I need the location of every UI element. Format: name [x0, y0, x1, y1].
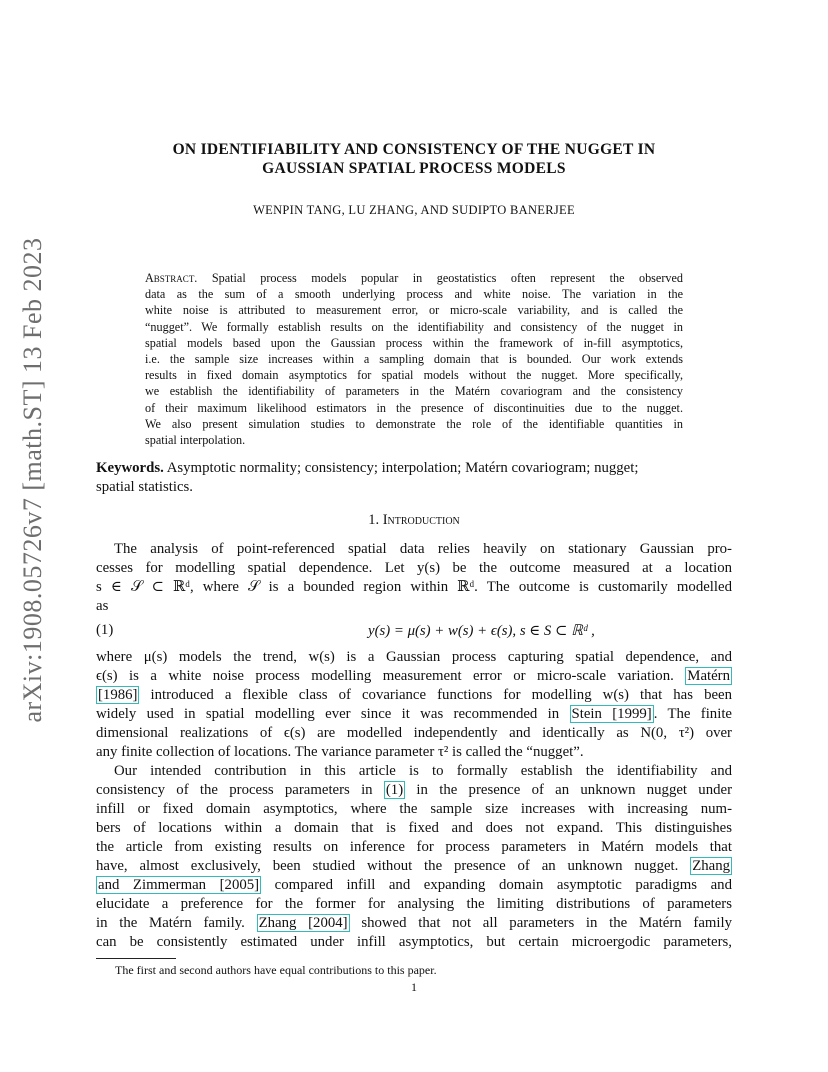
abstract-label: Abstract. [145, 271, 198, 285]
equation-1 [96, 622, 732, 642]
citation-link-stein[interactable]: Stein [1999] [571, 706, 652, 722]
arxiv-stamp [18, 237, 48, 723]
abstract-line: results in fixed domain asymptotics for spatial models without the nugget. More specifically, [145, 368, 683, 383]
equation-ref-link[interactable]: (1) [385, 782, 404, 798]
text-line: Our intended contribution in this article is to formally establish the identifiability and [114, 763, 732, 779]
section-heading: 1. Introduction [368, 512, 460, 528]
paragraph-2 [96, 648, 732, 762]
citation-link-matern-year[interactable]: [1986] [98, 687, 138, 703]
arxiv-stamp-text: arXiv:1908.05726v7 [math.ST] 13 Feb 2023 [18, 237, 47, 723]
abstract-line: i.e. the sample size increases within a sampling domain that is bounded. Our work extends [145, 352, 683, 367]
page-number: 1 [411, 980, 417, 994]
equation-expression: y(s) = μ(s) + w(s) + ϵ(s), s ∈ S ⊂ ℝᵈ , [368, 623, 595, 639]
text-line: as [96, 598, 109, 614]
paper-title [96, 140, 732, 178]
equation-number: (1) [96, 622, 114, 638]
citation-link-matern[interactable]: Matérn [687, 668, 731, 684]
text-line: introduced a flexible class of covariance functions for modelling w(s) that has been [150, 687, 733, 703]
text-line: cesses for modelling spatial dependence. Let y(s) be the outcome measured at a location [96, 560, 732, 576]
abstract-line: data as the sum of a smooth underlying process and white noise. The variation in the [145, 287, 683, 302]
citation-link-zhang-zimmerman[interactable]: Zhang [692, 858, 730, 874]
abstract-line: We also present simulation studies to demonstrate the role of the identifiable quantities in [145, 416, 683, 431]
text-line: any finite collection of locations. The variance parameter τ² is called the “nugget”. [96, 744, 584, 760]
text-line: s ∈ 𝒮 ⊂ ℝᵈ, where 𝒮 is a bounded region within ℝᵈ. The outcome is customarily modelled [96, 579, 732, 595]
text-line: ϵ(s) is a white noise process modelling measurement error or micro-scale variation. [96, 668, 674, 684]
abstract-line: “nugget”. We formally establish results on the identifiability and consistency of the nugget in [145, 319, 683, 334]
abstract-line: Spatial process models popular in geostatistics often represent the observed [211, 271, 683, 285]
title-line-1: ON IDENTIFIABILITY AND CONSISTENCY OF THE NUGGET IN [172, 141, 656, 158]
footnote-rule [96, 958, 176, 959]
keywords [96, 459, 732, 497]
keywords-label: Keywords. [96, 460, 164, 476]
text-line: elucidate a preference for the former for analysing the limiting distributions of parameters [96, 896, 732, 912]
text-line: showed that not all parameters in the Matérn family [361, 915, 733, 931]
abstract [145, 270, 683, 448]
text-line: bers of locations within a domain that is fixed and does not expand. This distinguishes [96, 820, 732, 836]
title-line-2: GAUSSIAN SPATIAL PROCESS MODELS [262, 160, 566, 177]
text-line: where μ(s) models the trend, w(s) is a Gaussian process capturing spatial dependence, and [96, 649, 732, 665]
text-line: dimensional realizations of ϵ(s) are modelled independently and identically as N(0, τ²) over [96, 725, 732, 741]
citation-link-zhang-2004[interactable]: Zhang [2004] [258, 915, 348, 931]
abstract-line: spatial models based upon the Gaussian process within the framework of in-fill asymptotics, [145, 335, 683, 350]
text-line: The analysis of point-referenced spatial data relies heavily on stationary Gaussian pro- [114, 541, 732, 557]
paragraph-3 [96, 762, 732, 952]
footnote: The first and second authors have equal contributions to this paper. [115, 963, 437, 977]
abstract-line: spatial interpolation. [145, 433, 246, 448]
text-line: infill or fixed domain asymptotics, where the sample size increases with increasing num- [96, 801, 732, 817]
text-line: the article from existing results on inference for process parameters in Matérn models that [96, 839, 732, 855]
text-line: . The finite [653, 706, 732, 722]
text-line: in the presence of an unknown nugget under [416, 782, 732, 798]
text-line: widely used in spatial modelling ever since it was recommended in [96, 706, 560, 722]
keywords-line-2: spatial statistics. [96, 479, 193, 495]
text-line: in the Matérn family. [96, 915, 245, 931]
citation-link-zhang-zimmerman-year[interactable]: and Zimmerman [2005] [98, 877, 260, 893]
abstract-line: white noise is attributed to measurement error, or micro-scale variability, and is called the [145, 303, 683, 318]
text-line: have, almost exclusively, been studied without the presence of an unknown nugget. [96, 858, 679, 874]
abstract-line: we establish the identifiability of parameters in the Matérn covariogram and the consistency [145, 384, 683, 399]
text-line: compared infill and expanding domain asymptotic paradigms and [274, 877, 732, 893]
paragraph-1 [96, 540, 732, 616]
keywords-line-1: Asymptotic normality; consistency; interpolation; Matérn covariogram; nugget; [166, 460, 639, 476]
text-line: consistency of the process parameters in [96, 782, 373, 798]
authors: WENPIN TANG, LU ZHANG, AND SUDIPTO BANERJEE [253, 203, 575, 217]
text-line: can be consistently estimated under infill asymptotics, but certain microergodic parameters, [96, 934, 732, 950]
abstract-line: of their maximum likelihood estimators in the presence of discontinuities due to the nugget. [145, 400, 683, 415]
